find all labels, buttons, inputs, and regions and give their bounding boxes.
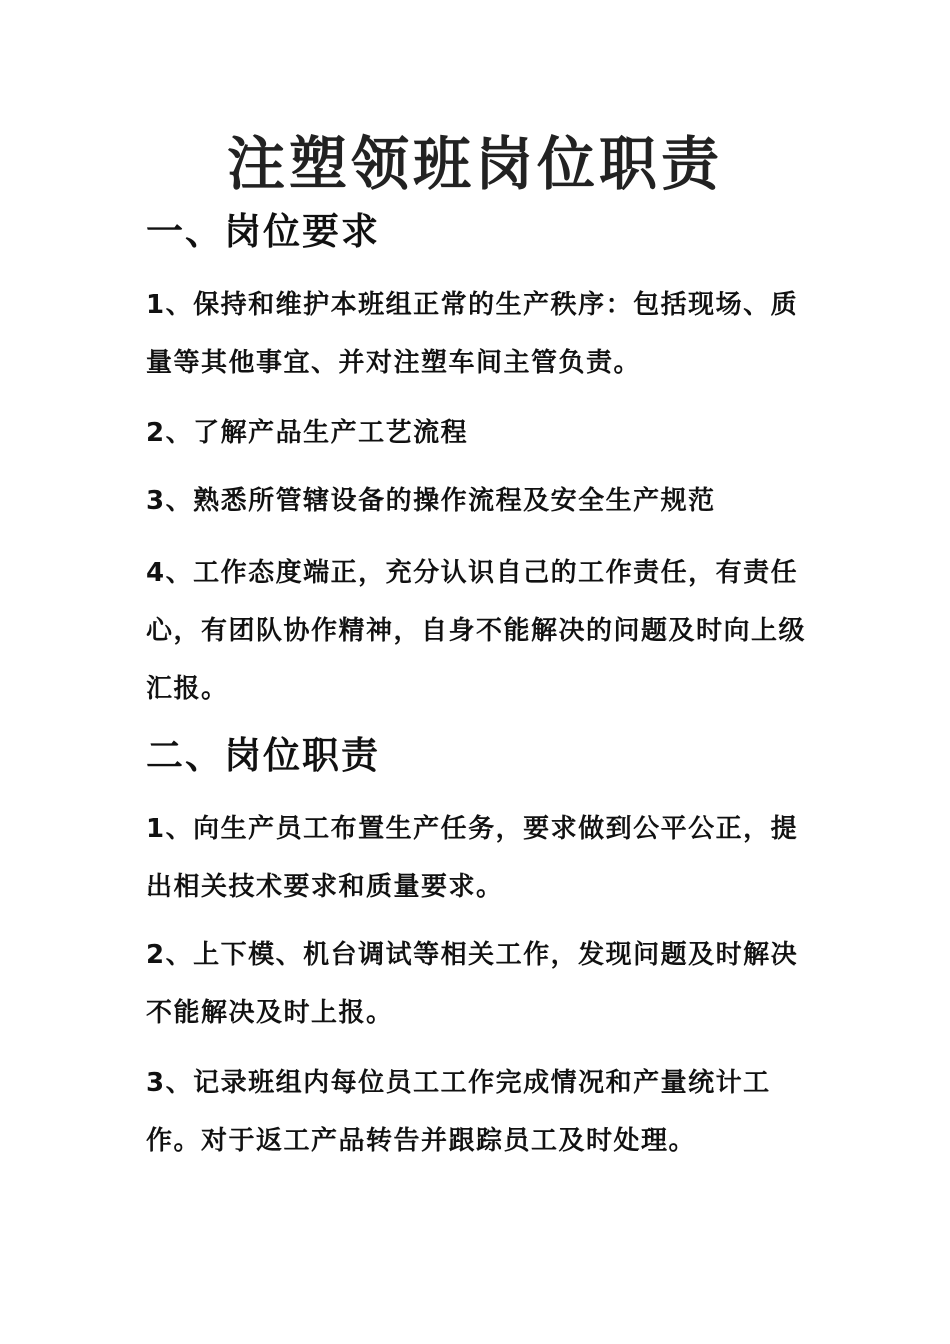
section-heading-requirements: 一、岗位要求 — [146, 210, 380, 253]
requirement-item-2: 2、了解产品生产工艺流程 — [146, 418, 469, 448]
requirement-item-3: 3、熟悉所管辖设备的操作流程及安全生产规范 — [146, 486, 716, 516]
requirement-item-1: 1、保持和维护本班组正常的生产秩序：包括现场、质量等其他事宜、并对注塑车间主管负责。 — [146, 290, 799, 378]
duty-item-3: 3、记录班组内每位员工工作完成情况和产量统计工作。对于返工产品转告并跟踪员工及时处理。 — [146, 1068, 771, 1156]
duty-item-2: 2、上下模、机台调试等相关工作，发现问题及时解决不能解决及时上报。 — [146, 940, 799, 1028]
requirement-item-4: 4、工作态度端正，充分认识自己的工作责任，有责任心，有团队协作精神，自身不能解决的问题及时向上级汇报。 — [146, 558, 807, 704]
document-title: 注塑领班岗位职责 — [226, 130, 723, 198]
section-heading-duties: 二、岗位职责 — [146, 734, 380, 777]
duty-item-1: 1、向生产员工布置生产任务，要求做到公平公正，提出相关技术要求和质量要求。 — [146, 814, 799, 902]
